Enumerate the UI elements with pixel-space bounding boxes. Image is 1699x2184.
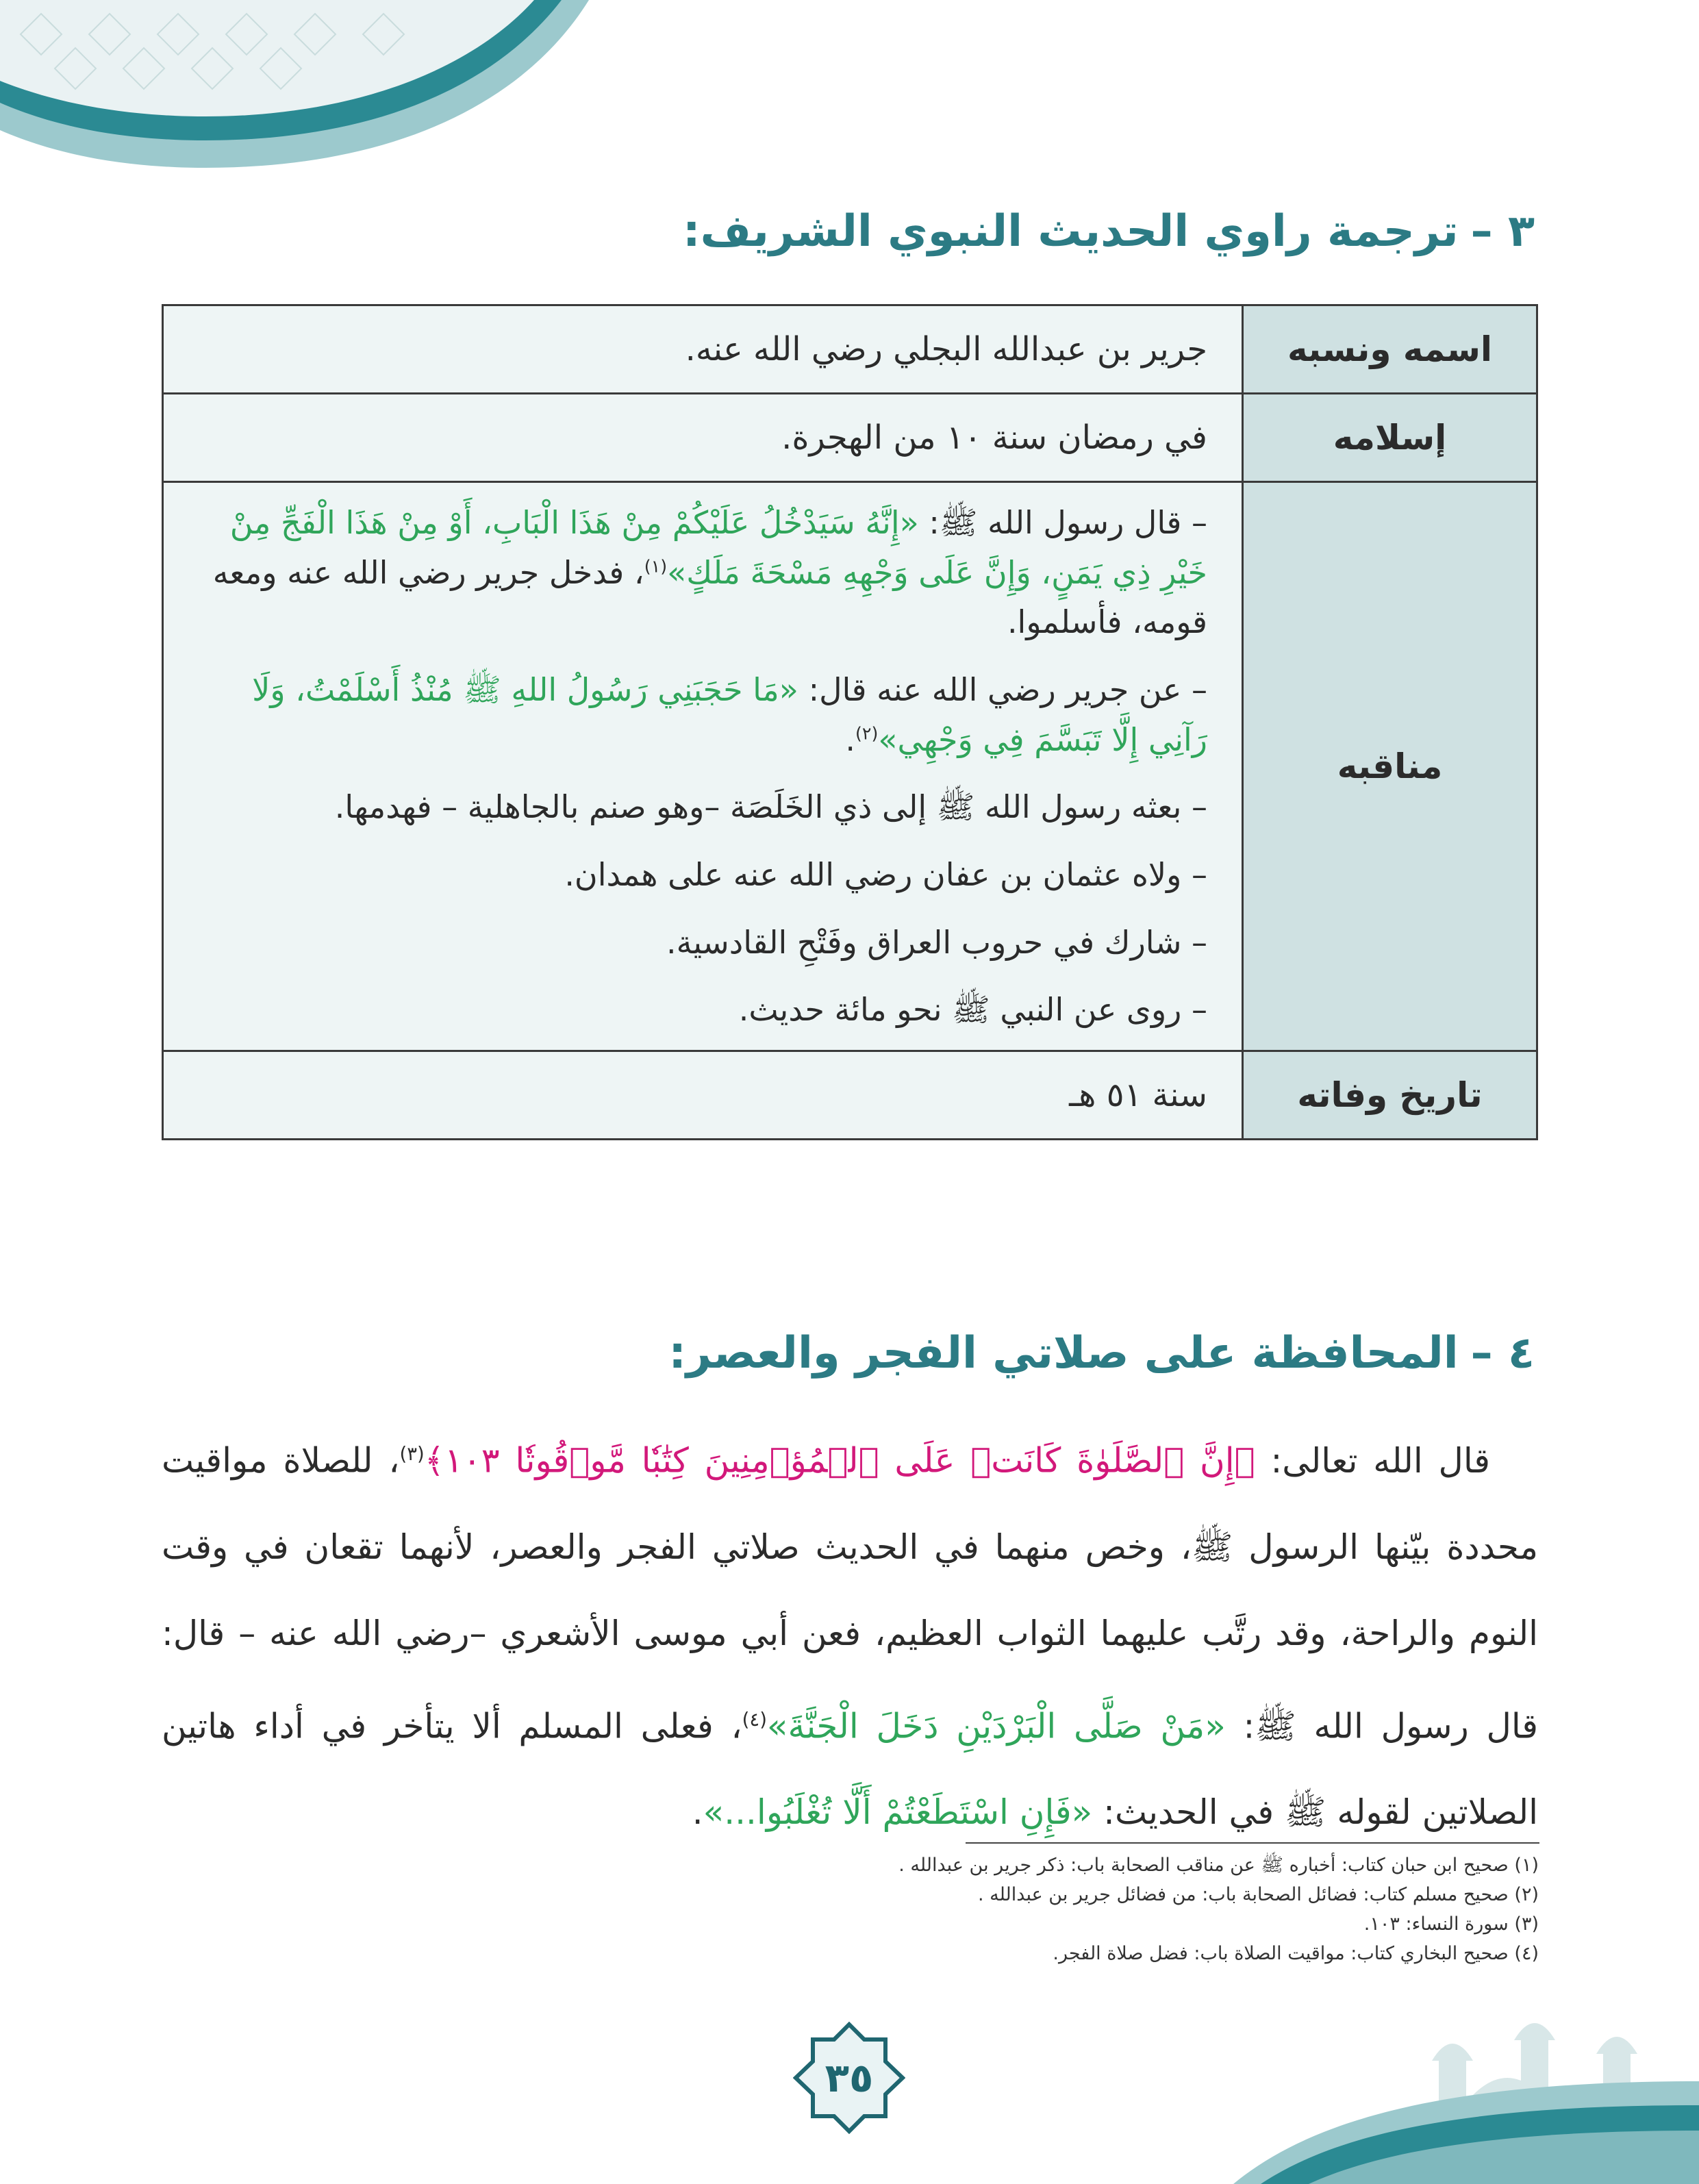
virtue-2-prefix: – عن جرير رضي الله عنه قال: [808, 671, 1207, 709]
paragraph-text-2: ، للصلاة مواقيت محددة بيّنها الرسول ﷺ، وخص منهما في الحديث صلاتي الفجر والعصر، لأنهما تقعان في وقت النوم والراحة، وقد رتَّب عليهما الثواب العظيم، فعن أبي موسى الأشعري –رضي الله عنه – قال: قال رسول الله ﷺ: [162, 1440, 1538, 1746]
islam-value: في رمضان سنة ١٠ من الهجرة. [163, 394, 1243, 482]
bottom-corner-decoration [1233, 1979, 1699, 2184]
virtues-label: مناقبه [1243, 482, 1537, 1051]
footnote-ref-2: (٢) [855, 723, 879, 744]
virtue-item-3: – بعثه رسول الله ﷺ إلى ذي الخَلَصَة –وهو صنم بالجاهلية – فهدمها. [334, 788, 1207, 826]
table-row-name [163, 305, 1537, 394]
hadith-quote-1: «مَنْ صَلَّى الْبَرْدَيْنِ دَخَلَ الْجَنَّةَ» [766, 1706, 1226, 1746]
death-label: تاريخ وفاته [1243, 1051, 1537, 1140]
narrator-biography-table [162, 304, 1538, 1140]
footnotes [169, 1850, 1539, 1968]
hadith-quote-2: «فَإِنِ اسْتَطَعْتُمْ أَلَّا تُغْلَبُوا...» [703, 1792, 1093, 1833]
paragraph-intro: قال الله تعالى: [1270, 1440, 1490, 1481]
virtue-1-hadith-quote: «إِنَّهُ سَيَدْخُلُ عَلَيْكُمْ مِنْ هَذَا الْبَابِ، أَوْ مِنْ هَذَا الْفَجِّ مِنْ خَيْرِ ذِي يَمَنٍ، وَإِنَّ عَلَى وَجْهِهِ مَسْحَةَ مَلَكٍ» [229, 504, 1207, 591]
footnote-ref-3: (٣) [399, 1443, 425, 1465]
islam-label: إسلامه [1243, 394, 1537, 482]
footnote-1: (١) صحيح ابن حبان كتاب: أخباره ﷺ عن مناقب الصحابة باب: ذكر جرير بن عبدالله . [898, 1855, 1539, 1876]
footnote-ref-1: (١) [644, 556, 668, 577]
paragraph-end: . [692, 1792, 703, 1833]
quran-verse: ﴿إِنَّ ٱلصَّلَوٰةَ كَانَتۡ عَلَى ٱلۡمُؤۡمِنِينَ كِتَٰبٗا مَّوۡقُوتٗا ١٠٣﴾ [424, 1440, 1255, 1481]
name-label: اسمه ونسبه [1243, 305, 1537, 394]
table-row-death [163, 1051, 1537, 1140]
top-corner-decoration [0, 0, 589, 171]
footnote-3: (٣) سورة النساء: ١٠٣. [1363, 1913, 1539, 1935]
footnote-divider [966, 1842, 1539, 1844]
virtue-item-1 [191, 498, 1207, 647]
virtue-1-prefix: – قال رسول الله ﷺ: [929, 504, 1207, 541]
section-3-heading [165, 205, 1535, 258]
virtue-1-suffix: ، فدخل جرير رضي الله عنه ومعه قومه، فأسلموا. [212, 553, 1207, 641]
footnote-2: (٢) صحيح مسلم كتاب: فضائل الصحابة باب: من فضائل جرير بن عبدالله . [977, 1884, 1539, 1905]
virtue-2-suffix: . [845, 720, 855, 758]
virtue-item-2 [191, 665, 1207, 764]
name-value: جرير بن عبدالله البجلي رضي الله عنه. [163, 305, 1243, 394]
body-paragraph [162, 1411, 1538, 1855]
section-4-number: ٤ – [1470, 1328, 1535, 1379]
virtue-item-6: – روى عن النبي ﷺ نحو مائة حديث. [738, 991, 1207, 1029]
virtues-value [163, 482, 1243, 1051]
footnote-ref-4: (٤) [742, 1708, 767, 1731]
section-4-title: المحافظة على صلاتي الفجر والعصر: [668, 1328, 1459, 1379]
section-4-heading [165, 1327, 1535, 1380]
virtue-item-4: – ولاه عثمان بن عفان رضي الله عنه على همدان. [564, 856, 1207, 894]
paragraph-text-3: ، فعلى المسلم ألا يتأخر في أداء هاتين الصلاتين لقوله ﷺ في الحديث: [162, 1706, 1538, 1833]
footnote-4: (٤) صحيح البخاري كتاب: مواقيت الصلاة باب: فضل صلاة الفجر. [1053, 1943, 1539, 1964]
page-number: ٣٥ [825, 2055, 874, 2101]
table-row-virtues [163, 482, 1537, 1051]
death-value: سنة ٥١ هـ [163, 1051, 1243, 1140]
virtue-item-5: – شارك في حروب العراق وفَتْحِ القادسية. [666, 923, 1207, 961]
table-row-islam [163, 394, 1537, 482]
virtue-2-hadith-quote: «مَا حَجَبَنِي رَسُولُ اللهِ ﷺ مُنْذُ أَسْلَمْتُ، وَلَا رَآنِي إِلَّا تَبَسَّمَ فِي وَجْهِي» [252, 671, 1207, 758]
section-3-number: ٣ – [1470, 206, 1535, 257]
section-3-title: ترجمة راوي الحديث النبوي الشريف: [683, 206, 1459, 257]
